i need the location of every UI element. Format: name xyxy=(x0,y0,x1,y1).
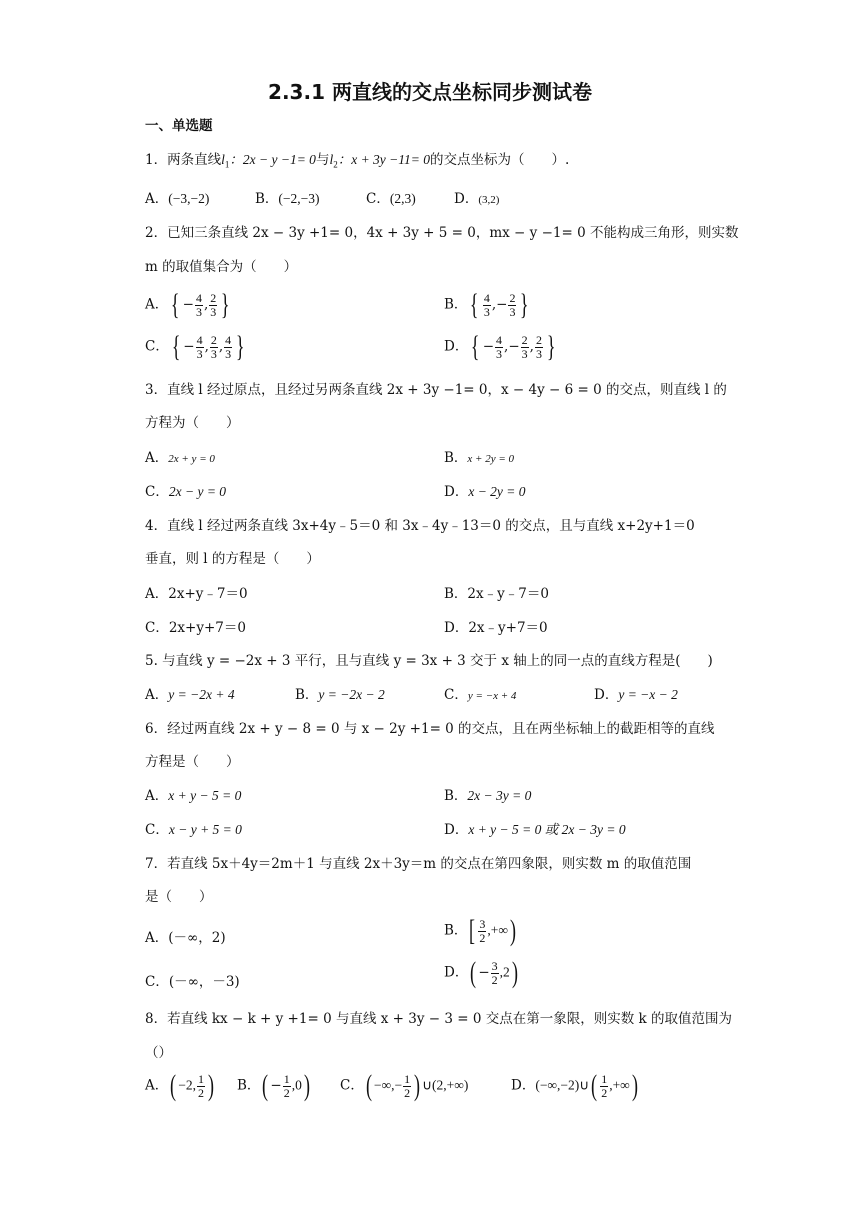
question-4-stem-cont: 垂直，则 l 的方程是（ ） xyxy=(145,551,320,567)
option-c[interactable]: C．(－∞，－3) xyxy=(145,974,240,990)
option-a[interactable]: A．{ − $\frac{4}{3}$ , $\frac{2}{3}$ } xyxy=(145,288,230,321)
option-c[interactable]: C．2x − y = 0 xyxy=(145,484,227,500)
option-a[interactable]: A．2x + y = 0 xyxy=(145,450,215,466)
option-b[interactable]: B．{ $\frac{4}{3}$ ,− $\frac{2}{3}$ } xyxy=(444,288,529,321)
option-c[interactable]: C．y = −x + 4 xyxy=(444,687,517,703)
section-heading: 一、单选题 xyxy=(145,118,213,134)
option-d[interactable]: D．{ − $\frac{4}{3}$ ,− $\frac{2}{3}$ , $\frac{2}{3}$ } xyxy=(444,330,556,363)
question-3-stem: 3．直线 l 经过原点，且经过另两条直线 2x + 3y −1= 0，x − 4y − 6 = 0 的交点，则直线 l 的 xyxy=(145,382,727,398)
option-b[interactable]: B．2x﹣y﹣7＝0 xyxy=(444,586,549,602)
option-b[interactable]: B．2x − 3y = 0 xyxy=(444,788,532,804)
question-3-stem-cont: 方程为（ ） xyxy=(145,415,240,431)
option-d[interactable]: D．x − 2y = 0 xyxy=(444,484,526,500)
question-5-stem: 5. 与直线 y = −2x + 3 平行，且与直线 y = 3x + 3 交于 x 轴上的同一点的直线方程是( ) xyxy=(145,653,713,669)
option-d[interactable]: D．x + y − 5 = 0 或 2x − 3y = 0 xyxy=(444,822,626,838)
option-b[interactable]: B．x + 2y = 0 xyxy=(444,450,515,466)
question-6-stem: 6．经过两直线 2x + y − 8 = 0 与 x − 2y +1= 0 的交点，且在两坐标轴上的截距相等的直线 xyxy=(145,721,715,737)
question-8-stem-cont: （） xyxy=(145,1045,172,1061)
option-c[interactable]: C．(2,3) xyxy=(366,191,416,207)
option-b[interactable]: B．y = −2x − 2 xyxy=(295,687,385,703)
question-7-stem-cont: 是（ ） xyxy=(145,889,213,905)
option-a[interactable]: A．( −2, $\frac{1}{2}$ ) xyxy=(145,1069,214,1102)
question-2-stem-cont: m 的取值集合为（ ） xyxy=(145,259,298,275)
option-a[interactable]: A．(−3,−2) xyxy=(145,191,210,207)
option-b[interactable]: B．(−2,−3) xyxy=(255,191,320,207)
question-6-stem-cont: 方程是（ ） xyxy=(145,754,240,770)
option-c[interactable]: C．( −∞,− $\frac{1}{2}$ ) ∪(2,+∞) xyxy=(340,1069,469,1102)
option-d[interactable]: D．(−∞,−2)∪( $\frac{1}{2}$ ,+∞) xyxy=(511,1069,638,1102)
option-a[interactable]: A．y = −2x + 4 xyxy=(145,687,235,703)
option-a[interactable]: A．2x+y﹣7＝0 xyxy=(145,586,248,602)
option-c[interactable]: C．x − y + 5 = 0 xyxy=(145,822,242,838)
question-7-stem: 7．若直线 5x＋4y＝2m＋1 与直线 2x＋3y＝m 的交点在第四象限，则实数 m 的取值范围 xyxy=(145,856,692,872)
option-b[interactable]: B．[ $\frac{3}{2}$ ,+∞) xyxy=(444,914,517,947)
option-b[interactable]: B．( − $\frac{1}{2}$ ,0) xyxy=(237,1069,310,1102)
option-d[interactable]: D．(3,2) xyxy=(454,191,500,207)
option-d[interactable]: D．y = −x − 2 xyxy=(594,687,678,703)
question-4-stem: 4．直线 l 经过两条直线 3x+4y﹣5＝0 和 3x﹣4y﹣13＝0 的交点，且与直线 x+2y+1＝0 xyxy=(145,518,695,534)
option-d[interactable]: D．2x﹣y+7＝0 xyxy=(444,620,548,636)
question-1-stem: 1．两条直线$l_1$：2x − y −1= 0与$l_2$：x + 3y −11= 0的交点坐标为（ ）. xyxy=(145,152,570,170)
option-c[interactable]: C．{ − $\frac{4}{3}$ , $\frac{2}{3}$ , $\frac{4}{3}$ } xyxy=(145,330,245,363)
question-2-stem: 2．已知三条直线 2x − 3y +1= 0，4x + 3y + 5 = 0，mx − y −1= 0 不能构成三角形，则实数 xyxy=(145,225,739,241)
option-a[interactable]: A．x + y − 5 = 0 xyxy=(145,788,242,804)
option-d[interactable]: D．( − $\frac{3}{2}$ ,2) xyxy=(444,956,518,989)
option-c[interactable]: C．2x+y+7＝0 xyxy=(145,620,246,636)
option-a[interactable]: A．(－∞，2) xyxy=(145,930,226,946)
question-8-stem: 8．若直线 kx − k + y +1= 0 与直线 x + 3y − 3 = 0 交点在第一象限，则实数 k 的取值范围为 xyxy=(145,1011,732,1027)
page-title: 2.3.1 两直线的交点坐标同步测试卷 xyxy=(268,80,592,104)
